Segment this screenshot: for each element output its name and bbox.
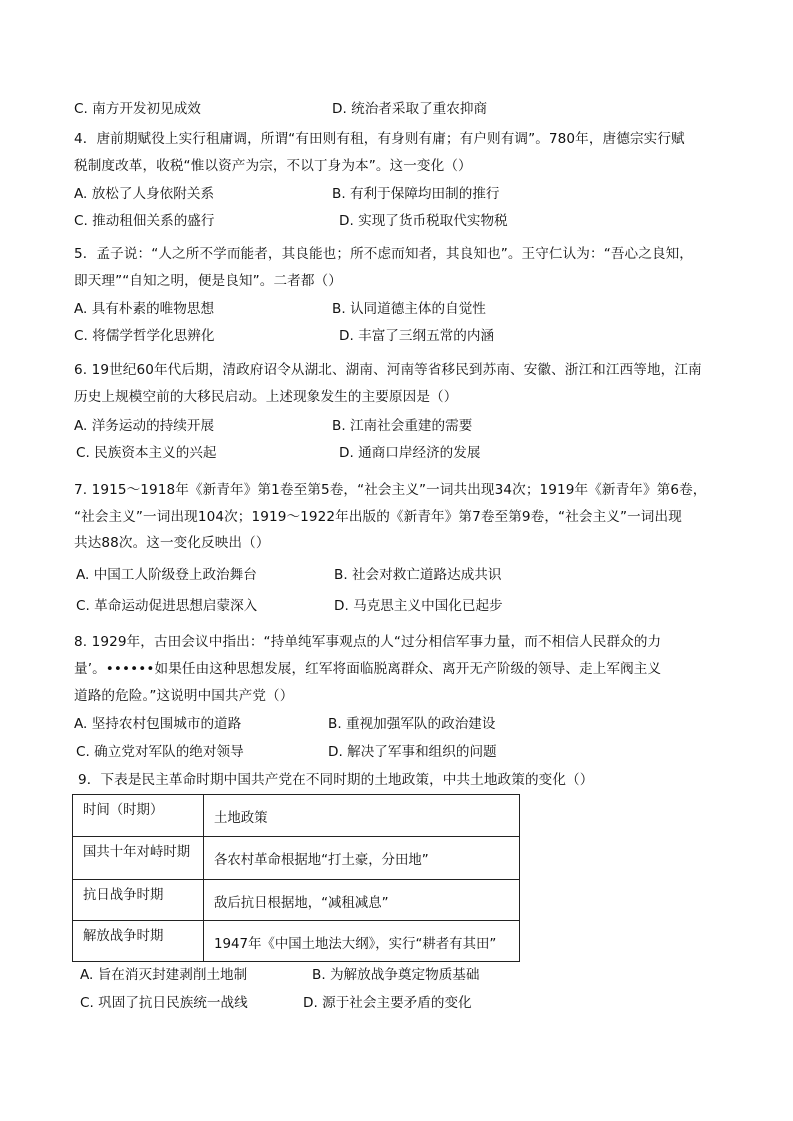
- table-header-policy: 土地政策: [204, 795, 520, 837]
- q5-option-d: D. 丰富了三纲五常的内涵: [339, 328, 495, 344]
- table-row: [73, 837, 520, 880]
- q7-option-a: A. 中国工人阶级登上政治舞台: [76, 567, 257, 583]
- q8-option-d: D. 解决了军事和组织的问题: [328, 744, 497, 760]
- q8-stem-line-2: 量’。••••••如果任由这种思想发展，红军将面临脱离群众、离开无产阶级的领导、走上军阀主义: [74, 661, 662, 677]
- q9-option-b: B. 为解放战争奠定物质基础: [312, 967, 480, 983]
- land-policy-table: [72, 794, 520, 962]
- q9-option-c: C. 巩固了抗日民族统一战线: [80, 995, 248, 1011]
- q4-option-a: A. 放松了人身依附关系: [74, 186, 215, 202]
- table-cell-policy: 1947年《中国土地法大纲》，实行“耕者有其田”: [204, 921, 520, 962]
- q9-option-a: A. 旨在消灭封建剥削土地制: [80, 967, 248, 983]
- table-row: [73, 921, 520, 962]
- q9-stem: 9．下表是民主革命时期中国共产党在不同时期的土地政策，中共土地政策的变化（）: [78, 772, 594, 788]
- q7-option-d: D. 马克思主义中国化已起步: [334, 598, 503, 614]
- q8-stem-line-1: 8. 1929年，古田会议中指出：“持单纯军事观点的人“过分相信军事力量，而不相信人民群众的力: [74, 634, 662, 650]
- q5-option-b: B. 认同道德主体的自觉性: [332, 301, 486, 317]
- q6-option-a: A. 洋务运动的持续开展: [74, 418, 215, 434]
- q6-stem-line-1: 6. 19世纪60年代后期，清政府诏令从湖北、湖南、河南等省移民到苏南、安徽、浙江和江西等地，江南: [74, 362, 702, 378]
- q3-option-c: C. 南方开发初见成效: [74, 101, 201, 117]
- table-header-period: 时间（时期）: [73, 795, 204, 837]
- q3-option-d: D. 统治者采取了重农抑商: [332, 101, 488, 117]
- q6-option-d: D. 通商口岸经济的发展: [339, 445, 481, 461]
- q4-option-d: D. 实现了货币税取代实物税: [339, 213, 508, 229]
- q4-stem-line-2: 税制度改革，收税“惟以资产为宗，不以丁身为本”。这一变化（）: [74, 158, 472, 174]
- table-cell-period: 抗日战争时期: [73, 880, 204, 921]
- q7-stem-line-1: 7. 1915～1918年《新青年》第1卷至第5卷，“社会主义”一词共出现34次；1919年《新青年》第6卷，: [74, 482, 707, 498]
- q8-option-b: B. 重视加强军队的政治建设: [328, 716, 496, 732]
- table-cell-policy: 敌后抗日根据地，“减租减息”: [204, 880, 520, 921]
- q4-option-c: C. 推动租佃关系的盛行: [74, 213, 215, 229]
- q7-stem-line-3: 共达88次。这一变化反映出（）: [74, 535, 270, 551]
- table-cell-period: 解放战争时期: [73, 921, 204, 962]
- q5-stem-line-2: 即天理”“自知之明，便是良知”。二者都（）: [74, 273, 342, 289]
- q6-option-c: C. 民族资本主义的兴起: [76, 445, 217, 461]
- q5-option-c: C. 将儒学哲学化思辨化: [74, 328, 215, 344]
- table-cell-period: 国共十年对峙时期: [73, 837, 204, 880]
- q5-option-a: A. 具有朴素的唯物思想: [74, 301, 215, 317]
- q7-stem-line-2: “社会主义”一词出现104次；1919～1922年出版的《新青年》第7卷至第9卷，“社会主义”一词出现: [74, 509, 682, 525]
- table-header-row: [73, 795, 520, 837]
- q7-option-c: C. 革命运动促进思想启蒙深入: [76, 598, 258, 614]
- q6-stem-line-2: 历史上规模空前的大移民启动。上述现象发生的主要原因是（）: [74, 389, 458, 405]
- q8-option-a: A. 坚持农村包围城市的道路: [74, 716, 242, 732]
- q5-stem-line-1: 5．孟子说：“人之所不学而能者，其良能也；所不虑而知者，其良知也”。王守仁认为：“吾心之良知，: [74, 246, 694, 262]
- table-cell-policy: 各农村革命根据地“打土豪，分田地”: [204, 837, 520, 880]
- q8-option-c: C. 确立党对军队的绝对领导: [76, 744, 244, 760]
- q4-stem-line-1: 4．唐前期赋役上实行租庸调，所谓“有田则有租，有身则有庸；有户则有调”。780年，唐德宗实行赋: [74, 131, 685, 147]
- table-row: [73, 880, 520, 921]
- q8-stem-line-3: 道路的危险。”这说明中国共产党（）: [74, 688, 294, 704]
- q4-option-b: B. 有利于保障均田制的推行: [332, 186, 500, 202]
- q7-option-b: B. 社会对救亡道路达成共识: [334, 567, 502, 583]
- q9-option-d: D. 源于社会主要矛盾的变化: [303, 995, 472, 1011]
- q6-option-b: B. 江南社会重建的需要: [332, 418, 473, 434]
